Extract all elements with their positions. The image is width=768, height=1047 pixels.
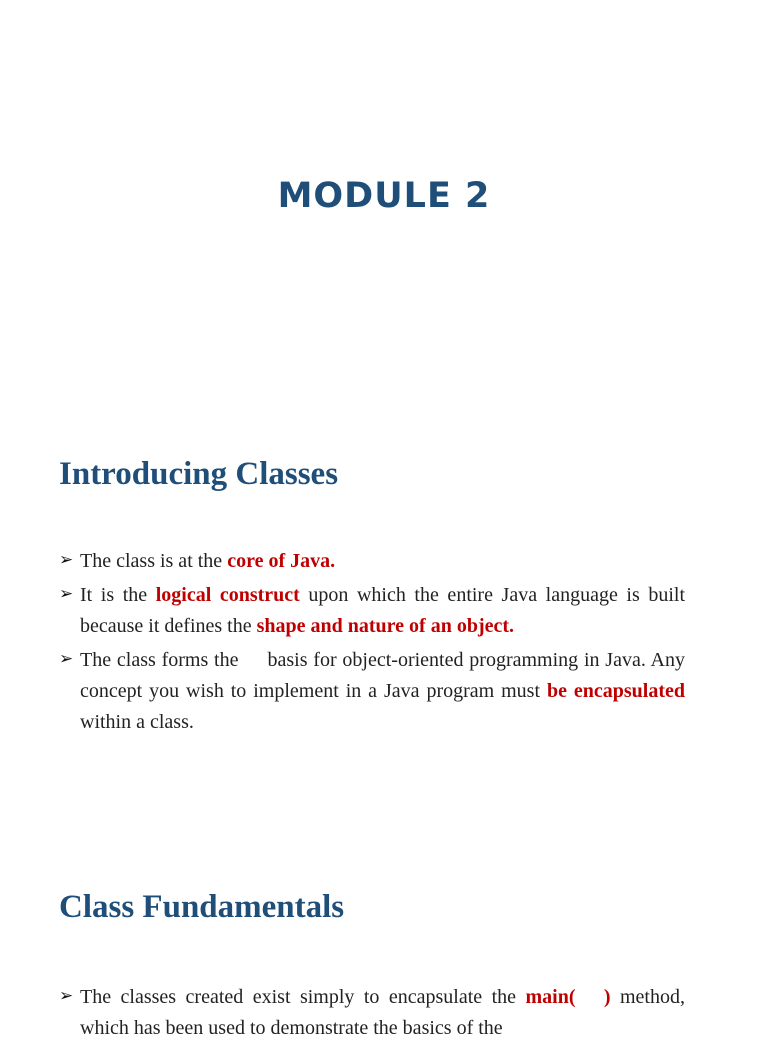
highlight-text: core of Java.: [227, 550, 336, 572]
highlight-text: shape and nature of an object.: [256, 615, 515, 637]
list-item: [59, 982, 685, 1044]
module-title: MODULE 2: [277, 176, 491, 216]
bullet-text: The classes created exist simply to encapsulate the main( ) method, which has been used to demonstrate the basics of the: [80, 986, 685, 1039]
highlight-text: main( ): [525, 986, 611, 1008]
highlight-text: be encapsulated: [546, 680, 686, 702]
bullet-text: The class is at the core of Java.: [80, 550, 336, 572]
arrow-bullet-icon: ➢: [59, 649, 74, 669]
arrow-bullet-icon: ➢: [59, 584, 74, 604]
list-item: [59, 645, 690, 738]
list-item: [59, 580, 685, 642]
highlight-text: logical construct: [155, 584, 300, 606]
arrow-bullet-icon: ➢: [59, 986, 74, 1006]
class-fundamentals-list: [59, 982, 685, 1047]
bullet-text: It is the logical construct upon which the entire Java language is built because it defines the shape and nature of an object.: [80, 584, 685, 637]
introducing-classes-list: [59, 546, 690, 741]
introducing-classes-heading: Introducing Classes: [59, 456, 339, 492]
class-fundamentals-heading: Class Fundamentals: [59, 889, 345, 925]
bullet-text: The class forms the basis for object-oriented programming in Java. Any concept you wish to implement in a Java program must be encapsulated within a class.: [80, 649, 690, 733]
list-item: [59, 546, 685, 577]
arrow-bullet-icon: ➢: [59, 550, 74, 570]
